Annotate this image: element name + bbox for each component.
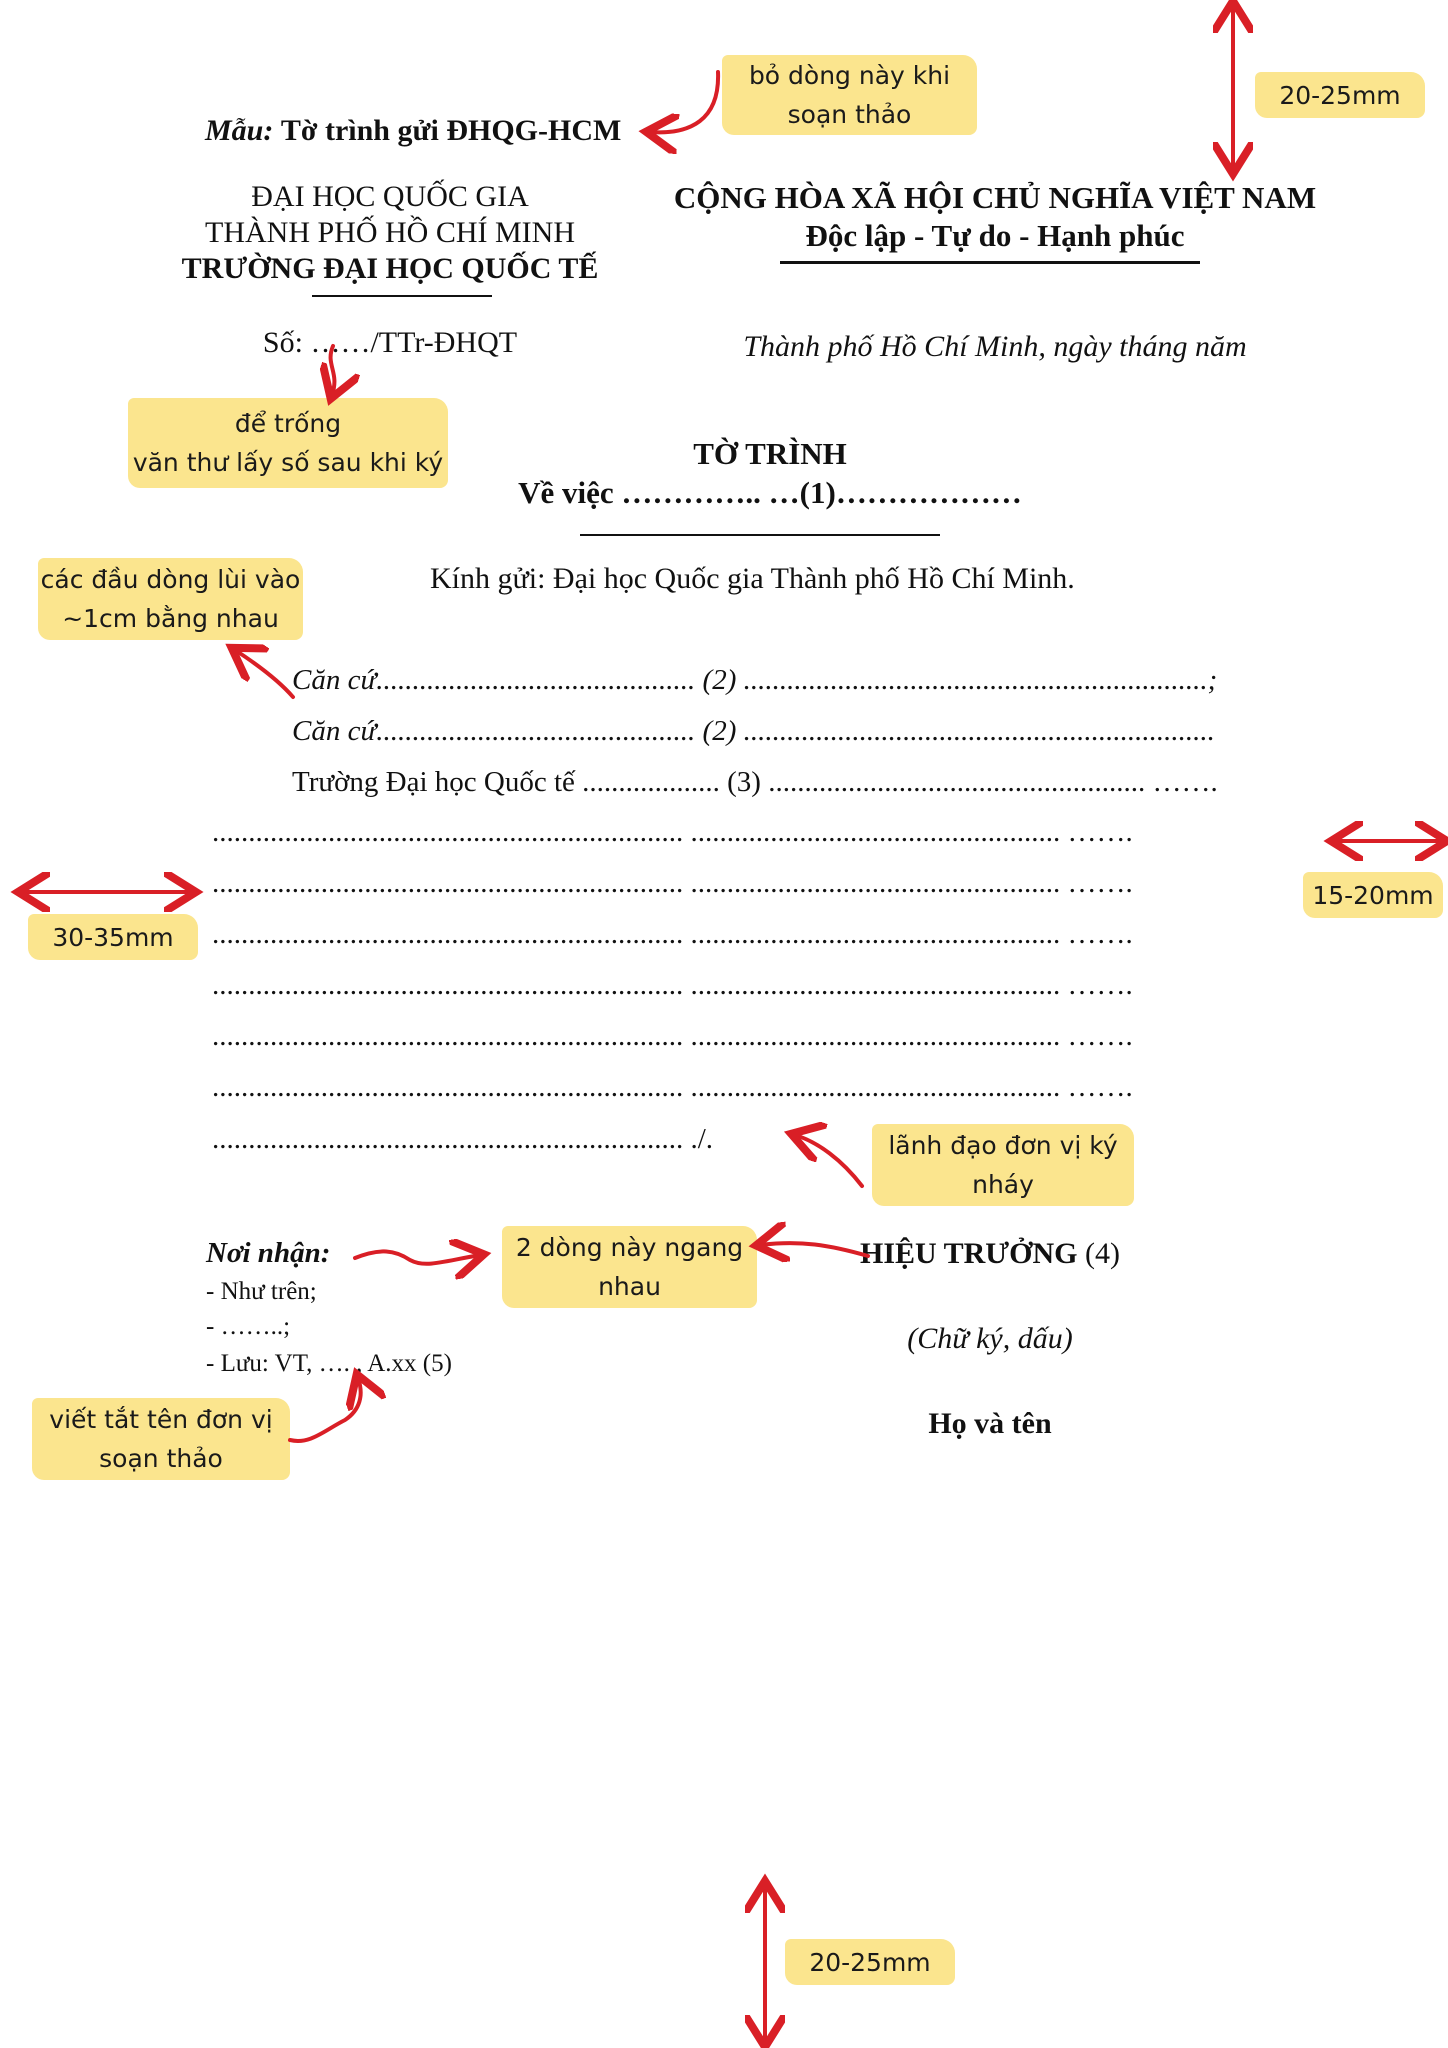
note-leave-blank: để trống văn thư lấy số sau khi ký	[128, 398, 448, 488]
agency-name-line1: ĐẠI HỌC QUỐC GIA	[251, 180, 529, 213]
national-title: CỘNG HÒA XÃ HỘI CHỦ NGHĨA VIỆT NAM	[673, 180, 1317, 215]
legal-basis-1-text: Căn cứ............................................ (2) ................................................................;	[292, 664, 1218, 696]
note-remove-line: bỏ dòng này khi soạn thảo	[722, 55, 977, 135]
receiver-item-3: - Lưu: VT, …. , A.xx (5)	[206, 1350, 452, 1377]
note-left-margin: 30-35mm	[28, 914, 198, 960]
note-initial-sign: lãnh đạo đơn vị ký nháy	[872, 1124, 1134, 1206]
body-dots-line-3: ................................................................. ................................................... …….	[212, 918, 1133, 950]
body-dots-line-1: ................................................................. ................................................... …….	[212, 816, 1133, 848]
document-number: Số: ……/TTr-ĐHQT	[262, 326, 518, 359]
national-motto: Độc lập - Tự do - Hạnh phúc	[805, 218, 1185, 253]
place-date: Thành phố Hồ Chí Minh, ngày tháng năm	[743, 330, 1247, 363]
signer-name: Họ và tên	[928, 1407, 1052, 1440]
body-dots-line-6: ................................................................. ................................................... …….	[212, 1071, 1133, 1103]
body-closing-line: ................................................................. ./.	[212, 1123, 714, 1155]
signature-title-number: (4)	[1077, 1237, 1120, 1270]
agency-name-line2: THÀNH PHỐ HỒ CHÍ MINH	[205, 216, 575, 249]
arrow-leave-blank	[331, 346, 335, 395]
body-dots-line-4: ................................................................. ................................................... …….	[212, 969, 1133, 1001]
arrow-initial-sign	[795, 1135, 862, 1186]
unit-name: TRƯỜNG ĐẠI HỌC QUỐC TẾ	[181, 252, 599, 285]
sample-label-text: Tờ trình gửi ĐHQG-HCM	[280, 114, 622, 147]
receivers-title: Nơi nhận:	[206, 1237, 331, 1269]
legal-basis-2-text: Căn cứ............................................ (2) .................................................................	[292, 715, 1215, 747]
body-paragraph-start-text: Trường Đại học Quốc tế ................... (3) .................................................... …….	[292, 766, 1218, 798]
note-indent: các đầu dòng lùi vào ~1cm bằng nhau	[38, 558, 303, 640]
arrow-abbrev	[290, 1378, 361, 1441]
arrow-receivers-align	[355, 1251, 480, 1263]
sample-label-prefix: Mẫu:	[205, 114, 274, 147]
signature-placeholder: (Chữ ký, dấu)	[907, 1322, 1073, 1355]
note-right-margin: 15-20mm	[1303, 872, 1443, 918]
body-dots-line-2: ................................................................. ................................................... …….	[212, 867, 1133, 899]
note-abbrev: viết tắt tên đơn vị soạn thảo	[32, 1398, 290, 1480]
signature-title-text: HIỆU TRƯỞNG	[859, 1237, 1078, 1270]
receiver-item-1: - Như trên;	[206, 1278, 317, 1305]
arrow-remove-line	[650, 72, 718, 132]
note-top-margin: 20-25mm	[1255, 72, 1425, 118]
document-subject: Về việc ………….. …(1)………………	[518, 475, 1022, 510]
document-title: TỜ TRÌNH	[693, 436, 847, 471]
recipient-line: Kính gửi: Đại học Quốc gia Thành phố Hồ Chí Minh.	[430, 562, 1075, 595]
receiver-item-2: - ……..;	[206, 1313, 291, 1340]
arrow-signature-align	[760, 1243, 868, 1256]
note-align-lines: 2 dòng này ngang nhau	[502, 1226, 757, 1308]
note-bottom-margin: 20-25mm	[785, 1939, 955, 1985]
body-dots-line-5: ................................................................. ................................................... …….	[212, 1020, 1133, 1052]
arrow-indent	[235, 650, 293, 697]
